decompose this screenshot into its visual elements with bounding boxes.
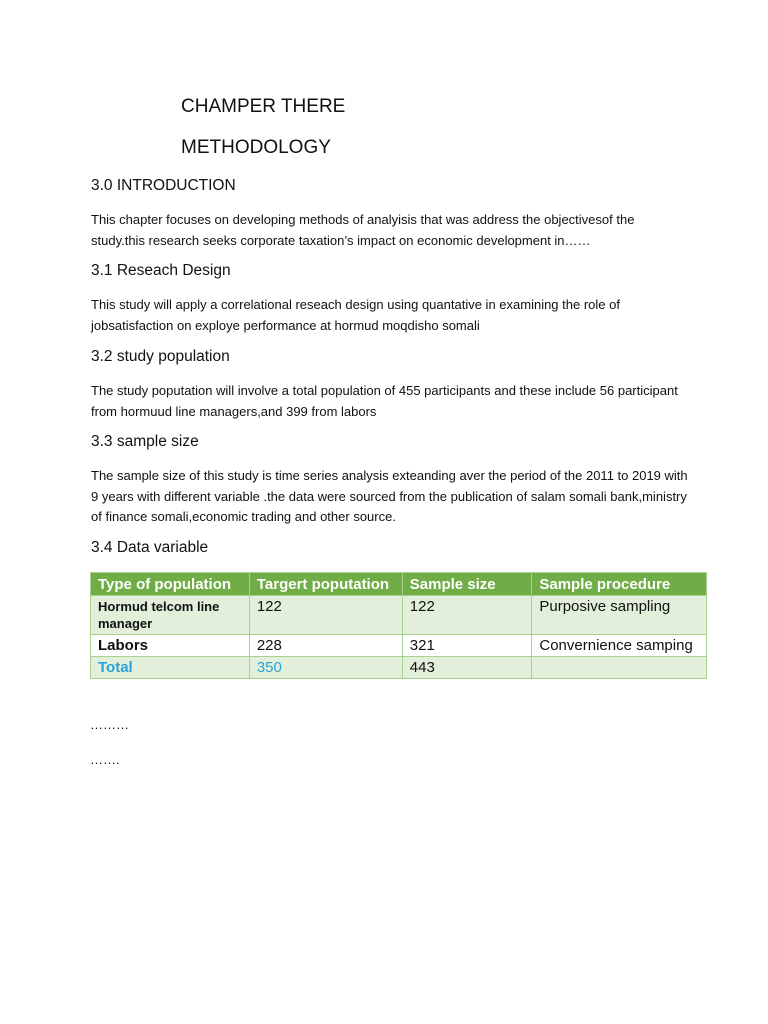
table-header-row: [91, 573, 707, 596]
trailing-ellipsis: ………: [90, 717, 129, 732]
table-cell: Purposive sampling: [532, 596, 707, 635]
table-cell: 350: [249, 657, 402, 679]
trailing-ellipsis: …….: [90, 752, 120, 767]
data-variable-table: [90, 572, 707, 679]
table-cell: 122: [402, 596, 532, 635]
table-cell: Hormud telcom line manager: [91, 596, 250, 635]
table-cell: [532, 657, 707, 679]
section-heading-data-variable: 3.4 Data variable: [91, 539, 209, 556]
section-heading-sample-size: 3.3 sample size: [91, 433, 199, 450]
table-header-cell: Sample procedure: [532, 573, 707, 596]
table-cell-total-label: Total: [91, 657, 250, 679]
table-cell: 321: [402, 635, 532, 657]
table-row: [91, 635, 707, 657]
table-header-cell: Type of population: [91, 573, 250, 596]
section-body-study-population: The study poputation will involve a total population of 455 participants and these include 56 participant from hormuud line managers,and 399 from labors: [91, 383, 678, 419]
table-cell: 228: [249, 635, 402, 657]
table-row: [91, 596, 707, 635]
section-body-sample-size: The sample size of this study is time series analysis exteanding aver the period of the 2011 to 2019 with 9 years with different variable .the data were sourced from the publication of salam somali bank,ministry of finance somali,economic trading and other source.: [91, 468, 688, 524]
table-cell: Labors: [91, 635, 250, 657]
section-heading-study-population: 3.2 study population: [91, 348, 230, 365]
section-body-research-design: This study will apply a correlational reseach design using quantative in examining the role of jobsatisfaction on exploye performance at hormud moqdisho somali: [91, 297, 620, 333]
table-cell: Convernience samping: [532, 635, 707, 657]
table-header-cell: Targert poputation: [249, 573, 402, 596]
table-row-total: [91, 657, 707, 679]
table-header-cell: Sample size: [402, 573, 532, 596]
table-cell: 443: [402, 657, 532, 679]
section-heading-research-design: 3.1 Reseach Design: [91, 262, 231, 279]
chapter-subtitle: METHODOLOGY: [181, 137, 331, 158]
table-cell: 122: [249, 596, 402, 635]
chapter-title: CHAMPER THERE: [181, 96, 346, 117]
section-body-introduction: This chapter focuses on developing methods of analyisis that was address the objectivesof the study.this research seeks corporate taxation’s impact on economic development in……: [91, 212, 635, 248]
section-heading-introduction: 3.0 INTRODUCTION: [91, 177, 236, 194]
